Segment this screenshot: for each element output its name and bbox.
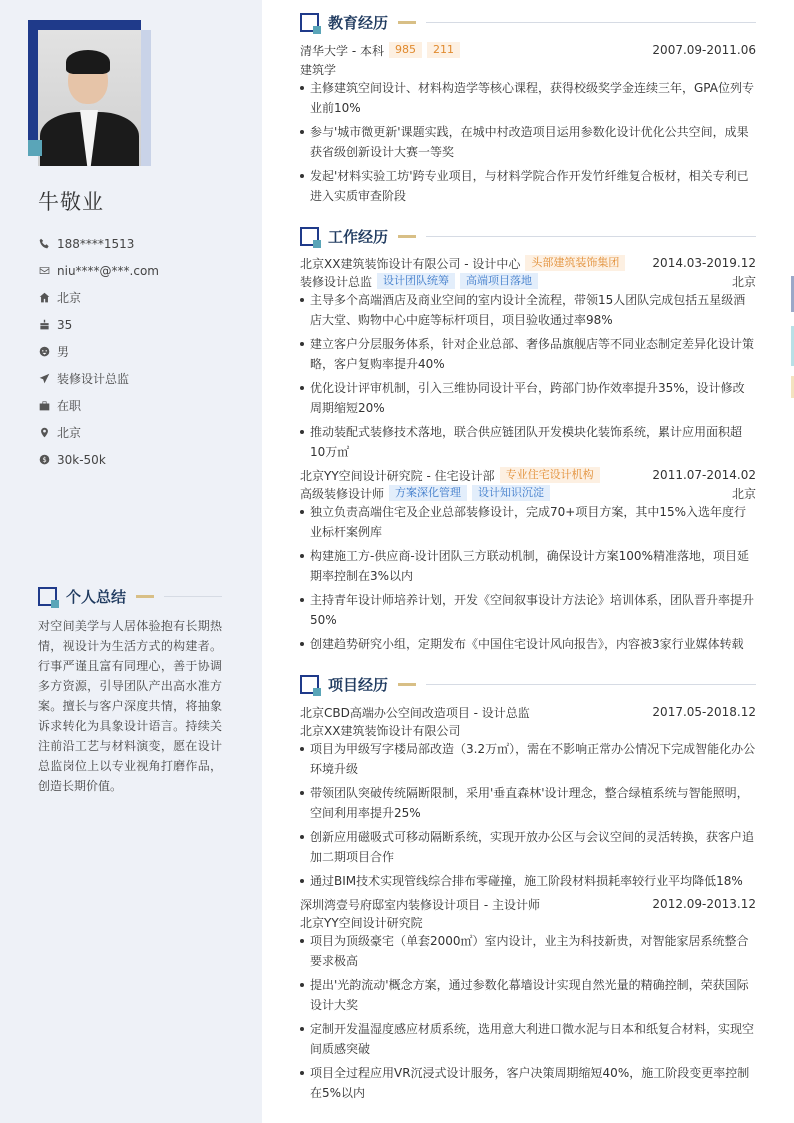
send-icon <box>38 373 50 385</box>
school-tag: 985 <box>389 42 422 58</box>
education-bullets <box>300 78 756 210</box>
briefcase-icon <box>38 400 50 412</box>
job-role-row <box>300 272 756 290</box>
list-item: 优化设计评审机制，引入三维协同设计平台，跨部门协作效率提升35%，设计修改周期缩短20% <box>300 378 756 418</box>
company-tag: 头部建筑装饰集团 <box>525 255 625 271</box>
section-square-icon <box>300 13 319 32</box>
role-tag: 设计知识沉淀 <box>472 485 550 501</box>
job-role-row <box>300 484 756 502</box>
projects-section-header <box>300 674 756 695</box>
summary-text: 对空间美学与人居体验抱有长期热情，视设计为生活方式的构建者。行事严谨且富有同理心，善于协调多方资源，引导团队产出高水准方案。擅长与客户深度共情，将抽象诉求转化为具象设计语言。持续关注前沿工艺与材料演变，愿在设计总监岗位上以专业视角打磨作品，创造长期价值。 <box>38 619 222 793</box>
list-item: 定制开发温湿度感应材质系统，选用意大利进口微水泥与日本和纸复合材料，实现空间质感突破 <box>300 1019 756 1059</box>
project-bullets <box>300 739 756 895</box>
list-item: 发起'材料实验工坊'跨专业项目，与材料学院合作开发竹纤维复合板材，相关专利已进入实质审查阶段 <box>300 166 756 206</box>
contact-info-list <box>38 230 159 473</box>
summary-section-header <box>38 586 222 607</box>
list-item: 创新应用磁吸式可移动隔断系统，实现开放办公区与会议空间的灵活转换，获客户追加二期项目合作 <box>300 827 756 867</box>
project-org-row <box>300 721 756 739</box>
company-tag: 专业住宅设计机构 <box>500 467 600 483</box>
list-item: 推动装配式装修技术落地，联合供应链团队开发模块化装饰系统，累计应用面积超10万㎡ <box>300 422 756 462</box>
education-section-header <box>300 12 756 33</box>
location-pin-icon <box>38 427 50 439</box>
cake-icon <box>38 319 50 331</box>
project-name: 深圳湾壹号府邸室内装修设计项目 - 主设计师 <box>300 897 540 912</box>
job-date: 2014.03-2019.12 <box>652 256 756 270</box>
section-square-icon <box>300 675 319 694</box>
education-title: 教育经历 <box>328 14 389 32</box>
school-name: 清华大学 - 本科 <box>300 43 384 58</box>
info-gender: 男 <box>38 338 159 365</box>
education-major-row <box>300 60 756 78</box>
list-item: 通过BIM技术实现管线综合排布零碰撞，施工阶段材料损耗率较行业平均降低18% <box>300 871 756 891</box>
project-header-row <box>300 703 756 721</box>
sidebar <box>0 0 262 1123</box>
summary-title: 个人总结 <box>66 588 127 606</box>
list-item: 主修建筑空间设计、材料构造学等核心课程，获得校级奖学金连续三年，GPA位列专业前10% <box>300 78 756 118</box>
project-bullets <box>300 931 756 1107</box>
list-item: 提出'光韵流动'概念方案，通过参数化幕墙设计实现自然光量的精确控制，荣获国际设计大奖 <box>300 975 756 1015</box>
project-header-row <box>300 895 756 913</box>
svg-text:$: $ <box>41 455 47 464</box>
coin-icon <box>38 454 50 466</box>
job-date: 2011.07-2014.02 <box>652 468 756 482</box>
job-city: 北京 <box>731 486 756 501</box>
list-item: 建立客户分层服务体系，针对企业总部、奢侈品旗舰店等不同业态制定差异化设计策略，客户复购率提升40% <box>300 334 756 374</box>
list-item: 主持青年设计师培养计划，开发《空间叙事设计方法论》培训体系，团队晋升率提升50% <box>300 590 756 630</box>
role-tag: 设计团队统筹 <box>377 273 455 289</box>
list-item: 构建施工方-供应商-设计团队三方联动机制，确保设计方案100%精准落地，项目延期率控制在3%以内 <box>300 546 756 586</box>
job-header-row <box>300 466 756 484</box>
job-bullets <box>300 502 756 658</box>
project-name: 北京CBD高端办公空间改造项目 - 设计总监 <box>300 705 530 720</box>
job-bullets <box>300 290 756 466</box>
projects-title: 项目经历 <box>328 676 389 694</box>
info-email: niu****@***.com <box>38 257 159 284</box>
work-title: 工作经历 <box>328 228 389 246</box>
school-tag: 211 <box>427 42 460 58</box>
company-name: 北京XX建筑装饰设计有限公司 - 设计中心 <box>300 256 521 271</box>
education-header-row <box>300 41 756 59</box>
project-org: 北京YY空间设计研究院 <box>300 915 423 930</box>
home-icon <box>38 292 50 304</box>
photo-accent-decoration <box>28 140 42 156</box>
list-item: 创建趋势研究小组，定期发布《中国住宅设计风向报告》，内容被3家行业媒体转载 <box>300 634 756 654</box>
job-header-row <box>300 254 756 272</box>
role-tag: 方案深化管理 <box>389 485 467 501</box>
info-age: 35 <box>38 311 159 338</box>
info-location: 北京 <box>38 284 159 311</box>
project-org: 北京XX建筑装饰设计有限公司 <box>300 723 461 738</box>
education-date: 2007.09-2011.06 <box>652 43 756 57</box>
company-name: 北京YY空间设计研究院 - 住宅设计部 <box>300 468 495 483</box>
info-status: 在职 <box>38 392 159 419</box>
section-square-icon <box>300 227 319 246</box>
section-square-icon <box>38 587 57 606</box>
job-role: 高级装修设计师 <box>300 486 385 501</box>
list-item: 带领团队突破传统隔断限制，采用'垂直森林'设计理念，整合绿植系统与智能照明，空间利用率提升25% <box>300 783 756 823</box>
list-item: 项目为甲级写字楼局部改造（3.2万㎡），需在不影响正常办公情况下完成智能化办公环境升级 <box>300 739 756 779</box>
mail-icon <box>38 265 50 277</box>
project-date: 2012.09-2013.12 <box>652 897 756 911</box>
major: 建筑学 <box>300 62 337 77</box>
phone-icon <box>38 238 50 250</box>
project-date: 2017.05-2018.12 <box>652 705 756 719</box>
list-item: 独立负责高端住宅及企业总部装修设计，完成70+项目方案，其中15%入选年度行业标杆案例库 <box>300 502 756 542</box>
info-salary: $ 30k-50k <box>38 446 159 473</box>
info-target-city: 北京 <box>38 419 159 446</box>
work-section-header <box>300 226 756 247</box>
list-item: 参与'城市微更新'课题实践，在城中村改造项目运用参数化设计优化公共空间，成果获省级创新设计大赛一等奖 <box>300 122 756 162</box>
info-position: 装修设计总监 <box>38 365 159 392</box>
gender-icon <box>38 346 50 358</box>
job-role: 装修设计总监 <box>300 274 373 289</box>
list-item: 项目为顶级豪宅（单套2000㎡）室内设计，业主为科技新贵，对智能家居系统整合要求极高 <box>300 931 756 971</box>
avatar <box>38 30 141 166</box>
candidate-name: 牛敬业 <box>38 190 104 214</box>
project-org-row <box>300 913 756 931</box>
list-item: 项目全过程应用VR沉浸式设计服务，客户决策周期缩短40%，施工阶段变更率控制在5%以内 <box>300 1063 756 1103</box>
job-city: 北京 <box>731 274 756 289</box>
list-item: 主导多个高端酒店及商业空间的室内设计全流程，带领15人团队完成包括五星级酒店大堂、购物中心中庭等标杆项目，项目验收通过率98% <box>300 290 756 330</box>
info-phone: 188****1513 <box>38 230 159 257</box>
role-tag: 高端项目落地 <box>460 273 538 289</box>
